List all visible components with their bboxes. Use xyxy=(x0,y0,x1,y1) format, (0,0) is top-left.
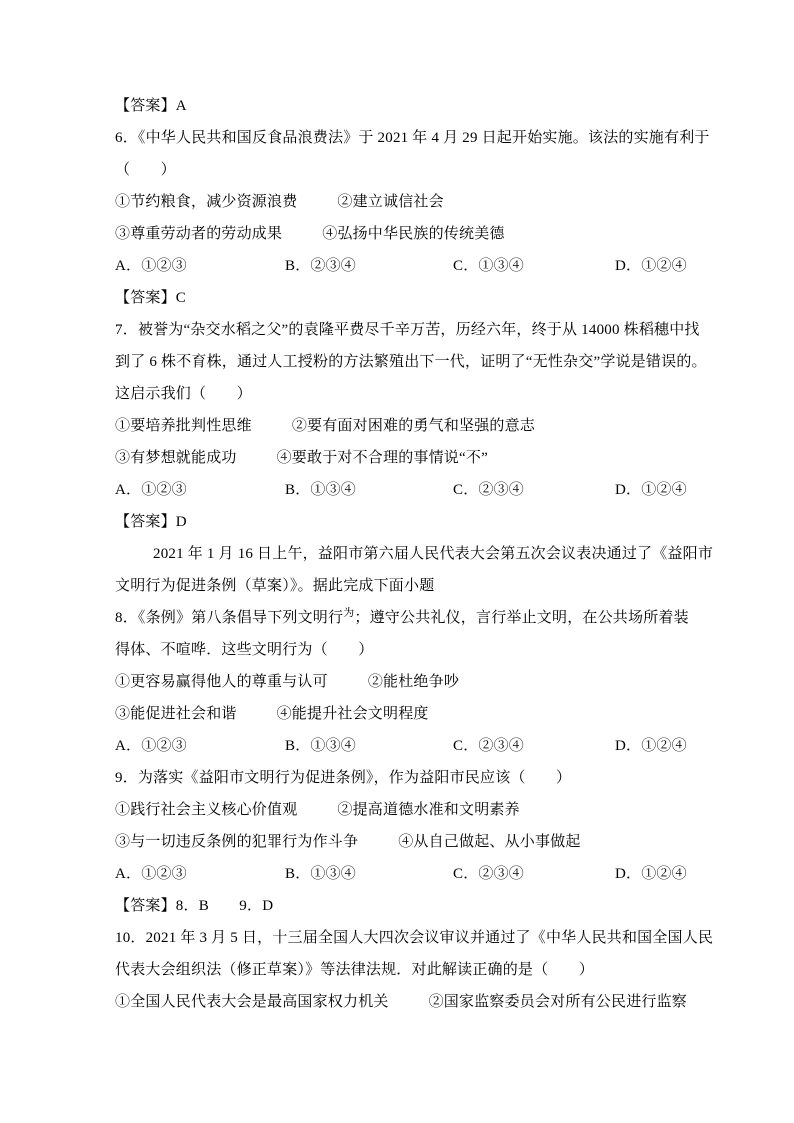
option-item: ②建立诚信社会 xyxy=(337,194,444,210)
option-pair-line xyxy=(115,666,683,698)
text-line: 2021 年 1 月 16 日上午，益阳市第六届人民代表大会第五次会议表决通过了《益阳市 xyxy=(153,546,714,562)
document-body xyxy=(115,90,714,1018)
option-item: ①节约粮食，减少资源浪费 xyxy=(115,194,298,210)
option-item: ①要培养批判性思维 xyxy=(115,418,252,434)
option-item: ④弘扬中华民族的传统美德 xyxy=(322,226,505,242)
option-item: ③能促进社会和谐 xyxy=(115,706,237,722)
text-segment: 8．《条例》第八条倡导下列文明行 xyxy=(115,610,344,626)
choice-item: B．①③④ xyxy=(285,482,357,498)
answer-line: 【答案】8．B 9．D xyxy=(115,898,274,914)
choice-item: C．②③④ xyxy=(453,738,525,754)
option-item: ①全国人民代表大会是最高国家权力机关 xyxy=(115,994,389,1010)
choice-item: A．①②③ xyxy=(115,738,187,754)
option-item: ②要有面对困难的勇气和坚强的意志 xyxy=(291,418,536,434)
option-item: ①更容易赢得他人的尊重与认可 xyxy=(115,674,328,690)
text-line: 这启示我们（ ） xyxy=(115,386,252,402)
text-line-with-superscript xyxy=(115,602,689,634)
choice-item: B．①③④ xyxy=(285,866,357,882)
option-pair-line xyxy=(115,410,683,442)
choice-item: D．①②④ xyxy=(615,258,687,274)
choice-item: B．①③④ xyxy=(285,738,357,754)
choice-item: D．①②④ xyxy=(615,866,687,882)
choice-item: B．②③④ xyxy=(285,258,357,274)
choice-item: C．②③④ xyxy=(453,866,525,882)
text-line: 代表大会组织法（修正草案）》等法律法规．对此解读正确的是（ ） xyxy=(115,962,594,978)
choice-item: C．②③④ xyxy=(453,482,525,498)
option-item: ④从自己做起、从小事做起 xyxy=(398,834,581,850)
text-line: 得体、不喧哗．这些文明行为（ ） xyxy=(115,642,374,658)
text-line: 9．为落实《益阳市文明行为促进条例》，作为益阳市民应该（ ） xyxy=(115,770,572,786)
choices-line xyxy=(115,474,687,506)
option-item: ①践行社会主义核心价值观 xyxy=(115,802,298,818)
text-line: 10．2021 年 3 月 5 日，十三届全国人大四次会议审议并通过了《中华人民共和国全国人民 xyxy=(115,930,714,946)
option-item: ②能杜绝争吵 xyxy=(367,674,460,690)
superscript-char: 为 xyxy=(343,607,355,619)
text-line: 文明行为促进条例（草案）》。据此完成下面小题 xyxy=(115,578,435,594)
option-pair-line xyxy=(115,218,683,250)
option-item: ②提高道德水准和文明素养 xyxy=(337,802,520,818)
option-pair-line xyxy=(115,794,683,826)
answer-line: 【答案】C xyxy=(115,290,187,306)
option-item: ④要敢于对不合理的事情说“不” xyxy=(276,450,488,466)
choices-line xyxy=(115,730,687,762)
choice-item: A．①②③ xyxy=(115,866,187,882)
choices-line xyxy=(115,858,687,890)
choice-item: A．①②③ xyxy=(115,258,187,274)
text-segment: ；遵守公共礼仪，言行举止文明，在公共场所着装 xyxy=(354,610,689,626)
text-line: （ ） xyxy=(115,162,176,178)
option-item: ③与一切违反条例的犯罪行为作斗争 xyxy=(115,834,359,850)
option-pair-line xyxy=(115,826,683,858)
answer-line: 【答案】A xyxy=(115,98,187,114)
text-line: 到了 6 株不育株，通过人工授粉的方法繁殖出下一代，证明了“无性杂交”学说是错误的。 xyxy=(115,354,707,370)
choice-item: D．①②④ xyxy=(615,482,687,498)
choices-line xyxy=(115,250,687,282)
option-pair-line xyxy=(115,442,683,474)
option-pair-line xyxy=(115,698,683,730)
option-item: ②国家监察委员会对所有公民进行监察 xyxy=(428,994,688,1010)
option-item: ③有梦想就能成功 xyxy=(115,450,237,466)
text-line: 7．被誉为“杂交水稻之父”的袁隆平费尽千辛万苦，历经六年，终于从 14000 株稻穗中找 xyxy=(115,322,700,338)
option-item: ④能提升社会文明程度 xyxy=(276,706,429,722)
choice-item: C．①③④ xyxy=(453,258,525,274)
option-pair-line xyxy=(115,186,683,218)
answer-line: 【答案】D xyxy=(115,514,187,530)
option-item: ③尊重劳动者的劳动成果 xyxy=(115,226,283,242)
choice-item: D．①②④ xyxy=(615,738,687,754)
option-pair-line xyxy=(115,986,688,1018)
text-line: 6．《中华人民共和国反食品浪费法》于 2021 年 4 月 29 日起开始实施。该法的实施有利于 xyxy=(115,130,710,146)
choice-item: A．①②③ xyxy=(115,482,187,498)
